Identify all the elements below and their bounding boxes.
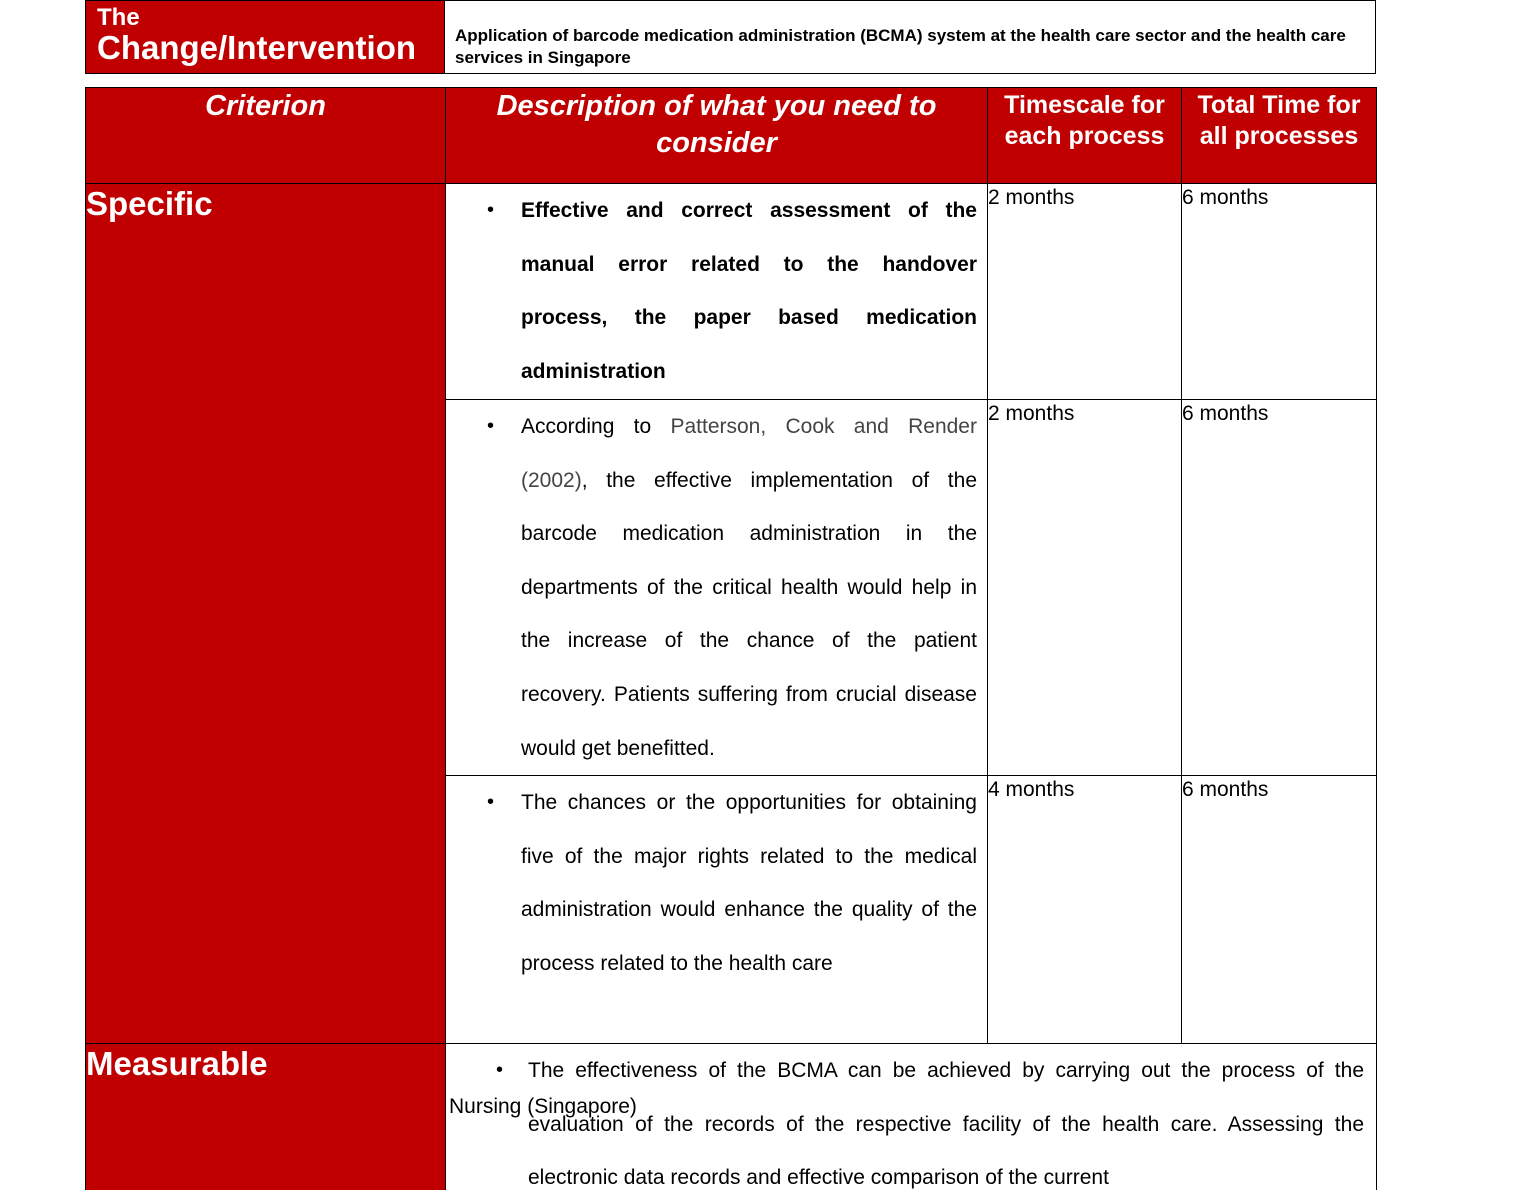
table-row [86,184,1377,400]
table-header-row [86,88,1377,184]
bullet-icon: • [486,199,494,221]
description-prefix: According to [521,415,671,438]
bullet-icon: • [486,415,494,437]
total-time-cell: 6 months [1182,400,1377,776]
measurable-description-text: The effectiveness of the BCMA can be achieved by carrying out the process of the evaluation of the records of the respective facility of the health care. Assessing the electronic data records and effective comparison of the current [528,1059,1364,1190]
column-header-total-time: Total Time for all processes [1182,88,1377,184]
description-cell [446,776,988,1044]
criterion-measurable: Measurable [86,1044,446,1190]
description-suffix: , the effective implementation of the barcode medication administration in the departments of the critical health would help in the increase of the chance of the patient recovery. Patients suffering from crucial disease would get benefitted. [521,468,977,760]
column-header-timescale: Timescale for each process [988,88,1182,184]
bullet-icon: • [495,1059,503,1082]
description-text: The chances or the opportunities for obtaining five of the major rights related to the medical administration would enhance the quality of the process related to the health care [521,791,977,975]
description-text: Effective and correct assessment of the manual error related to the handover process, the paper based medication administration [521,199,977,383]
label-the: The [97,4,140,31]
description-cell [446,184,988,400]
criterion-specific: Specific [86,184,446,1044]
description-text [521,400,977,775]
timescale-cell: 2 months [988,184,1182,400]
table-row [86,1044,1377,1190]
footer-running-text: Nursing (Singapore) [449,1095,637,1118]
citation-link[interactable]: Patterson, Cook and Render (2002) [521,415,977,492]
column-header-criterion: Criterion [86,88,446,184]
bullet-icon: • [486,791,494,814]
column-header-description: Description of what you need to consider [446,88,988,184]
total-time-cell: 6 months [1182,776,1377,1044]
timescale-cell: 4 months [988,776,1182,1044]
timescale-cell: 2 months [988,400,1182,776]
description-cell [446,400,988,776]
change-intervention-table [85,0,1376,74]
label-change-intervention: Change/Intervention [97,29,417,66]
change-intervention-label [86,1,445,74]
change-intervention-value: Application of barcode medication administration (BCMA) system at the health care sector and the health care services in Singapore [445,1,1376,74]
smart-criteria-table [85,87,1377,1190]
total-time-cell: 6 months [1182,184,1377,400]
